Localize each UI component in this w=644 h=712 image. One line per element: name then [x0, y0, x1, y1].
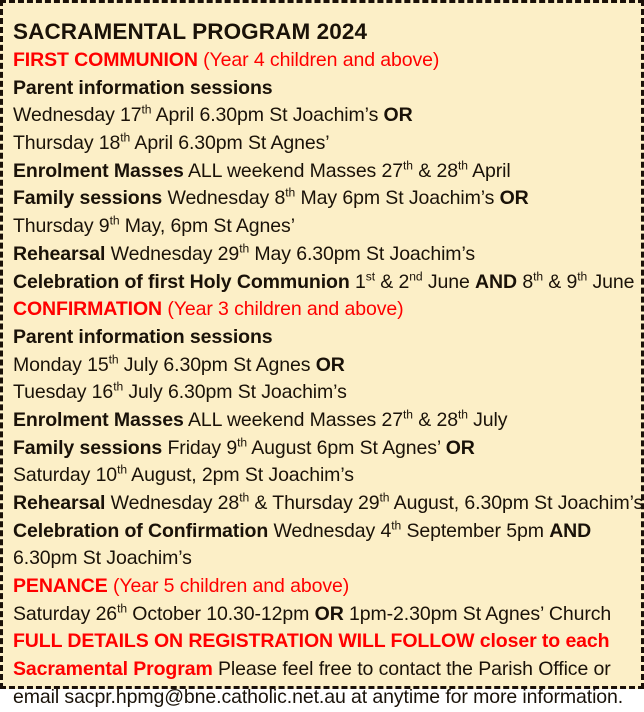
fc-family2-day: Thursday 9 — [13, 215, 110, 238]
section-heading-first-communion — [13, 47, 633, 75]
contact-notice-text: Please feel free to contact the Parish Office or — [212, 658, 611, 681]
fc-enrolment-masses — [13, 158, 633, 186]
cf-family2-ordinal: th — [117, 462, 127, 477]
fc-family-or: OR — [499, 187, 529, 210]
cf-family-label: Family sessions — [13, 436, 163, 459]
penance-or: OR — [314, 602, 344, 625]
contact-email-line — [13, 684, 633, 712]
cf-family-or: OR — [445, 436, 475, 459]
fc-family-label: Family sessions — [13, 187, 163, 210]
page-title — [13, 17, 633, 47]
cf-rehearsal-a: Wednesday 28 — [105, 492, 240, 514]
fc-parent-session-1 — [13, 102, 633, 130]
cf-family-ordinal: th — [237, 435, 248, 450]
cf-session1-ordinal: th — [108, 352, 119, 367]
cf-rehearsal — [13, 490, 644, 518]
cf-family-detail: August 6pm St Agnes’ — [247, 436, 446, 459]
cf-session1-day: Monday 15 — [13, 353, 109, 376]
cf-rehearsal-b: & Thursday 29 — [249, 492, 380, 514]
cf-family-session-1 — [13, 435, 633, 463]
fc-session1-or: OR — [383, 104, 413, 127]
fc-family2-ordinal: th — [109, 213, 120, 228]
fc-session1-day: Wednesday 17 — [13, 104, 142, 127]
fc-family-session-1 — [13, 185, 633, 213]
penance-detail-a: October 10.30-12pm — [126, 602, 315, 625]
fc-parent-sessions-heading — [13, 75, 633, 103]
fc-celebration-d: 8 — [517, 270, 534, 293]
penance-session — [13, 601, 633, 629]
fc-celebration-ordinal-3: th — [533, 269, 543, 283]
first-communion-label: FIRST COMMUNION — [13, 49, 198, 71]
section-heading-penance — [13, 573, 633, 601]
cf-enrolment-label: Enrolment Masses — [13, 408, 184, 431]
cf-family-session-2 — [13, 462, 633, 490]
cf-family2-day: Saturday 10 — [13, 464, 118, 487]
cf-enrolment-month: July — [467, 408, 508, 431]
confirmation-label: CONFIRMATION — [13, 298, 163, 321]
fc-family-ordinal: th — [285, 185, 296, 200]
cf-enrolment-mid: ALL weekend Masses 27 — [183, 408, 404, 431]
fc-celebration — [13, 269, 633, 297]
fc-celebration-label: Celebration of first Holy Communion — [13, 270, 350, 293]
fc-rehearsal-day: Wednesday 29 — [105, 242, 240, 265]
fc-session1-ordinal: th — [141, 102, 152, 117]
penance-label: PENANCE — [13, 575, 108, 598]
fc-session2-ordinal: th — [120, 130, 131, 145]
fc-enrolment-mid: ALL weekend Masses 27 — [183, 159, 404, 182]
fc-rehearsal — [13, 241, 633, 269]
cf-enrolment-masses — [13, 407, 633, 435]
fc-session2-day: Thursday 18 — [13, 132, 121, 155]
cf-rehearsal-ordinal-2: th — [379, 490, 390, 505]
fc-enrolment-label: Enrolment Masses — [13, 159, 184, 182]
fc-celebration-b: & 2 — [374, 270, 410, 293]
penance-ordinal: th — [117, 601, 127, 616]
fc-enrolment-ordinal-1: th — [403, 158, 413, 173]
fc-session1-detail: April 6.30pm St Joachim’s — [151, 104, 384, 127]
contact-program-label: Sacramental Program — [13, 658, 213, 681]
cf-parent-session-2 — [13, 379, 633, 407]
cf-family2-detail: August, 2pm St Joachim’s — [126, 464, 354, 487]
fc-celebration-e: & 9 — [542, 270, 578, 293]
cf-family-mid: Friday 9 — [162, 436, 238, 459]
penance-day: Saturday 26 — [13, 602, 118, 625]
cf-enrolment-ordinal-2: th — [457, 407, 468, 422]
cf-enrolment-amp: & 28 — [412, 408, 458, 431]
section-heading-confirmation — [13, 296, 633, 324]
cf-parent-session-1 — [13, 352, 633, 380]
fc-family-session-2 — [13, 213, 633, 241]
fc-celebration-c: June — [422, 270, 476, 293]
cf-session1-or: OR — [315, 353, 345, 376]
first-communion-note: (Year 4 children and above) — [197, 49, 440, 71]
fc-family-detail: May 6pm St Joachim’s — [295, 187, 500, 210]
cf-rehearsal-c: August, 6.30pm St Joachim’s — [389, 492, 644, 514]
cf-session2-ordinal: th — [113, 379, 124, 394]
fc-rehearsal-detail: May 6.30pm St Joachim’s — [249, 242, 475, 265]
cf-celebration-ordinal: th — [391, 518, 402, 533]
cf-enrolment-ordinal-1: th — [403, 407, 413, 422]
registration-notice — [13, 628, 633, 656]
fc-celebration-ordinal-2: nd — [409, 269, 423, 283]
penance-note: (Year 5 children and above) — [107, 575, 350, 598]
cf-parent-sessions-text: Parent information sessions — [13, 325, 273, 348]
fc-celebration-ordinal-4: th — [577, 269, 588, 283]
cf-session1-detail: July 6.30pm St Agnes — [118, 353, 316, 376]
contact-notice-line-1 — [13, 656, 633, 684]
cf-parent-sessions-heading — [13, 324, 633, 352]
fc-parent-sessions-text: Parent information sessions — [13, 76, 273, 99]
fc-celebration-a: 1 — [349, 270, 366, 293]
cf-celebration-label: Celebration of Confirmation — [13, 519, 269, 542]
cf-rehearsal-label: Rehearsal — [13, 492, 106, 514]
cf-celebration-a: Wednesday 4 — [268, 519, 392, 542]
cf-rehearsal-ordinal-1: th — [239, 490, 250, 505]
fc-celebration-f: June — [587, 270, 635, 293]
fc-enrolment-ordinal-2: th — [457, 158, 468, 173]
penance-detail-b: 1pm-2.30pm St Agnes’ Church — [343, 602, 612, 625]
poster-body — [3, 3, 644, 712]
fc-family-mid: Wednesday 8 — [162, 187, 286, 210]
fc-enrolment-amp: & 28 — [412, 159, 458, 182]
fc-session2-detail: April 6.30pm St Agnes’ — [130, 132, 330, 155]
fc-celebration-ordinal-1: st — [365, 269, 375, 283]
cf-celebration-time2: 6.30pm St Joachim’s — [13, 547, 192, 570]
cf-session2-day: Tuesday 16 — [13, 381, 114, 404]
fc-rehearsal-ordinal: th — [239, 241, 250, 256]
fc-enrolment-month: April — [467, 159, 511, 182]
cf-celebration-b: September 5pm — [401, 519, 550, 542]
cf-session2-detail: July 6.30pm St Joachim’s — [123, 381, 347, 404]
confirmation-note: (Year 3 children and above) — [162, 298, 404, 321]
fc-parent-session-2 — [13, 130, 633, 158]
registration-notice-text: FULL DETAILS ON REGISTRATION WILL FOLLOW closer to each — [13, 630, 610, 653]
fc-celebration-and: AND — [475, 270, 517, 293]
cf-celebration-and: AND — [549, 519, 592, 542]
cf-celebration — [13, 518, 633, 546]
page-title-text: SACRAMENTAL PROGRAM 2024 — [13, 19, 368, 44]
contact-email-text: email sacpr.hpmg@bne.catholic.net.au at anytime for more information. — [13, 685, 624, 708]
fc-family2-detail: May, 6pm St Agnes’ — [119, 215, 295, 238]
fc-rehearsal-label: Rehearsal — [13, 242, 106, 265]
cf-celebration-continued — [13, 545, 633, 573]
